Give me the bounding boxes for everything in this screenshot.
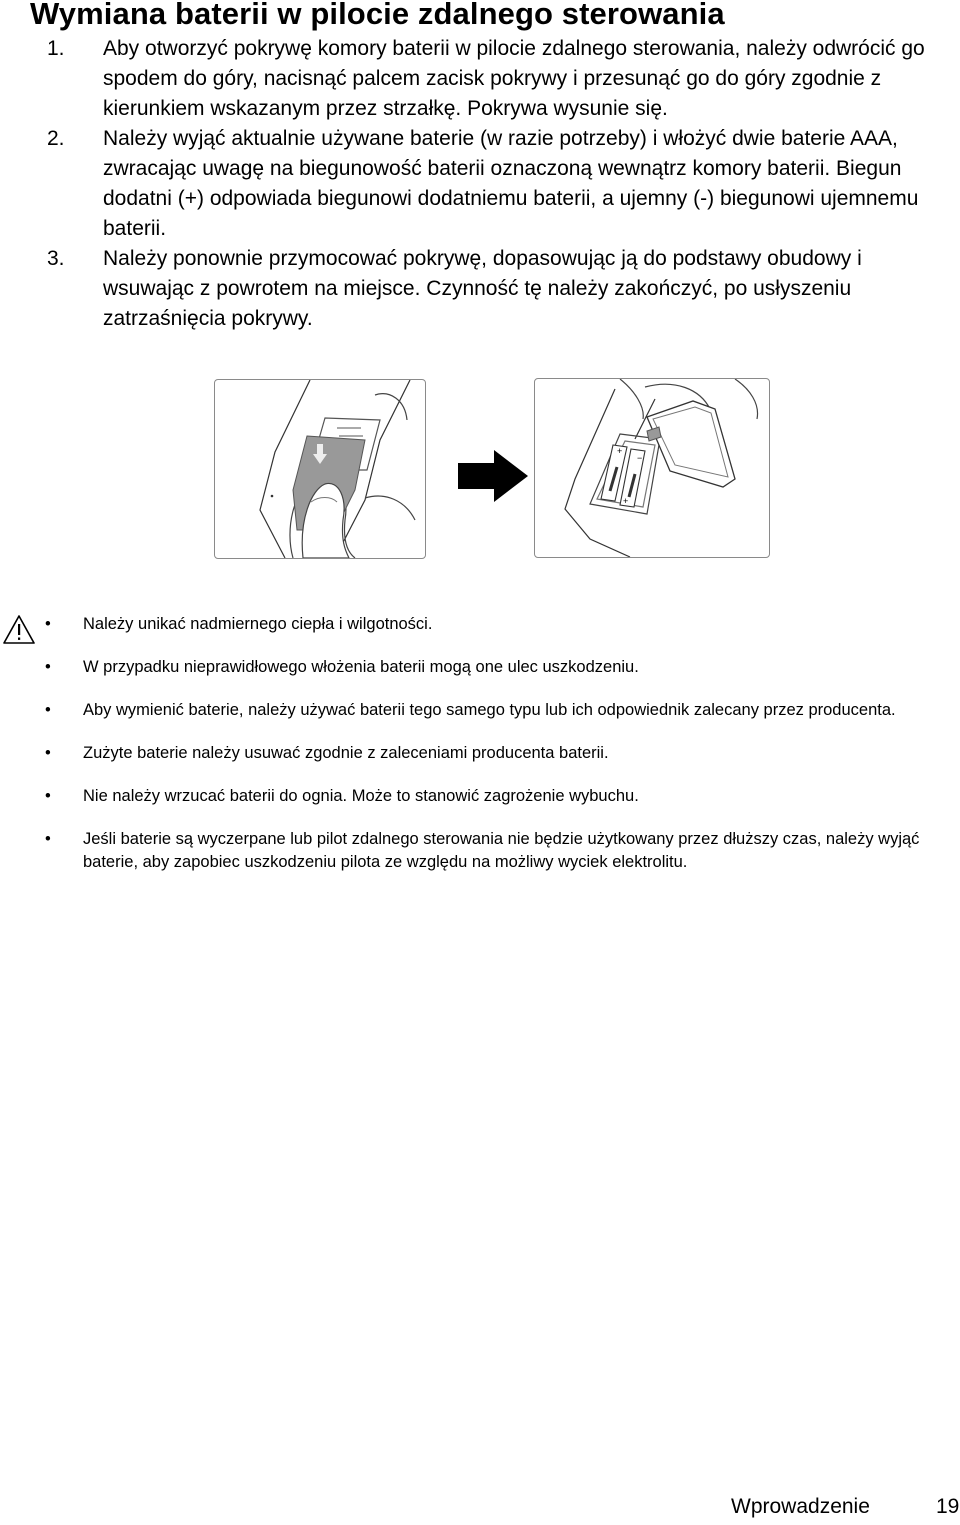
bullet: • [45,744,51,762]
step-number: 2. [47,127,65,150]
note-item [0,613,960,636]
bullet: • [45,830,51,848]
step-text: Należy ponownie przymocować pokrywę, dopasowując ją do podstawy obudowy i wsuwając z powrotem na miejsce. Czynność tę należy zakończyć, po usłyszeniu zatrzaśnięcia pokrywy. [103,247,862,330]
steps-list [0,34,960,334]
step-item [0,124,960,244]
note-text: Jeśli baterie są wyczerpane lub pilot zdalnego sterowania nie będzie użytkowany przez dłuższy czas, należy wyjąć baterie, aby zapobiec uszkodzeniu pilota ze względu na możliwy wyciek elektrolitu. [83,830,920,871]
battery-plus-label: + [617,446,623,456]
remote-cover-open-illustration [214,379,426,559]
bullet: • [45,615,51,633]
note-text: W przypadku nieprawidłowego włożenia baterii mogą one ulec uszkodzeniu. [83,658,639,676]
note-text: Aby wymienić baterie, należy używać baterii tego samego typu lub ich odpowiednik zalecany przez producenta. [83,701,896,719]
footer-section-name: Wprowadzenie [731,1495,870,1518]
battery-minus-label: − [637,453,643,463]
page-title: Wymiana baterii w pilocie zdalnego sterowania [30,0,725,31]
battery-compartment-drawing [535,379,769,557]
note-item [0,699,960,722]
bullet: • [45,701,51,719]
note-text: Należy unikać nadmiernego ciepła i wilgotności. [83,615,433,633]
battery-compartment-illustration [534,378,770,558]
step-item [0,244,960,334]
bullet: • [45,658,51,676]
step-item [0,34,960,124]
bullet: • [45,787,51,805]
step-text: Aby otworzyć pokrywę komory baterii w pilocie zdalnego sterowania, należy odwrócić go spodem do góry, nacisnąć palcem zacisk pokrywy i przesunąć go do góry zgodnie z kierunkiem wskazanym przez strzałkę. Pokrywa wysunie się. [103,37,925,120]
note-item [0,742,960,765]
footer-page-number: 19 [936,1495,960,1518]
note-item [0,785,960,808]
step-number: 1. [47,37,65,60]
note-item [0,656,960,679]
note-text: Zużyte baterie należy usuwać zgodnie z zaleceniami producenta baterii. [83,744,609,762]
arrow-right-icon [458,450,528,507]
step-number: 3. [47,247,65,270]
step-text: Należy wyjąć aktualnie używane baterie (w razie potrzeby) i włożyć dwie baterie AAA, zwracając uwagę na biegunowość baterii oznaczoną wewnątrz komory baterii. Biegun dodatni (+) odpowiada biegunowi dodatniemu baterii, a ujemny (-) biegunowi ujemnemu baterii. [103,127,919,240]
battery-plus-label: + [623,496,629,506]
remote-cover-open-drawing [215,380,425,558]
notes-list [0,613,960,894]
note-item [0,828,960,874]
note-text: Nie należy wrzucać baterii do ognia. Może to stanowić zagrożenie wybuchu. [83,787,639,805]
